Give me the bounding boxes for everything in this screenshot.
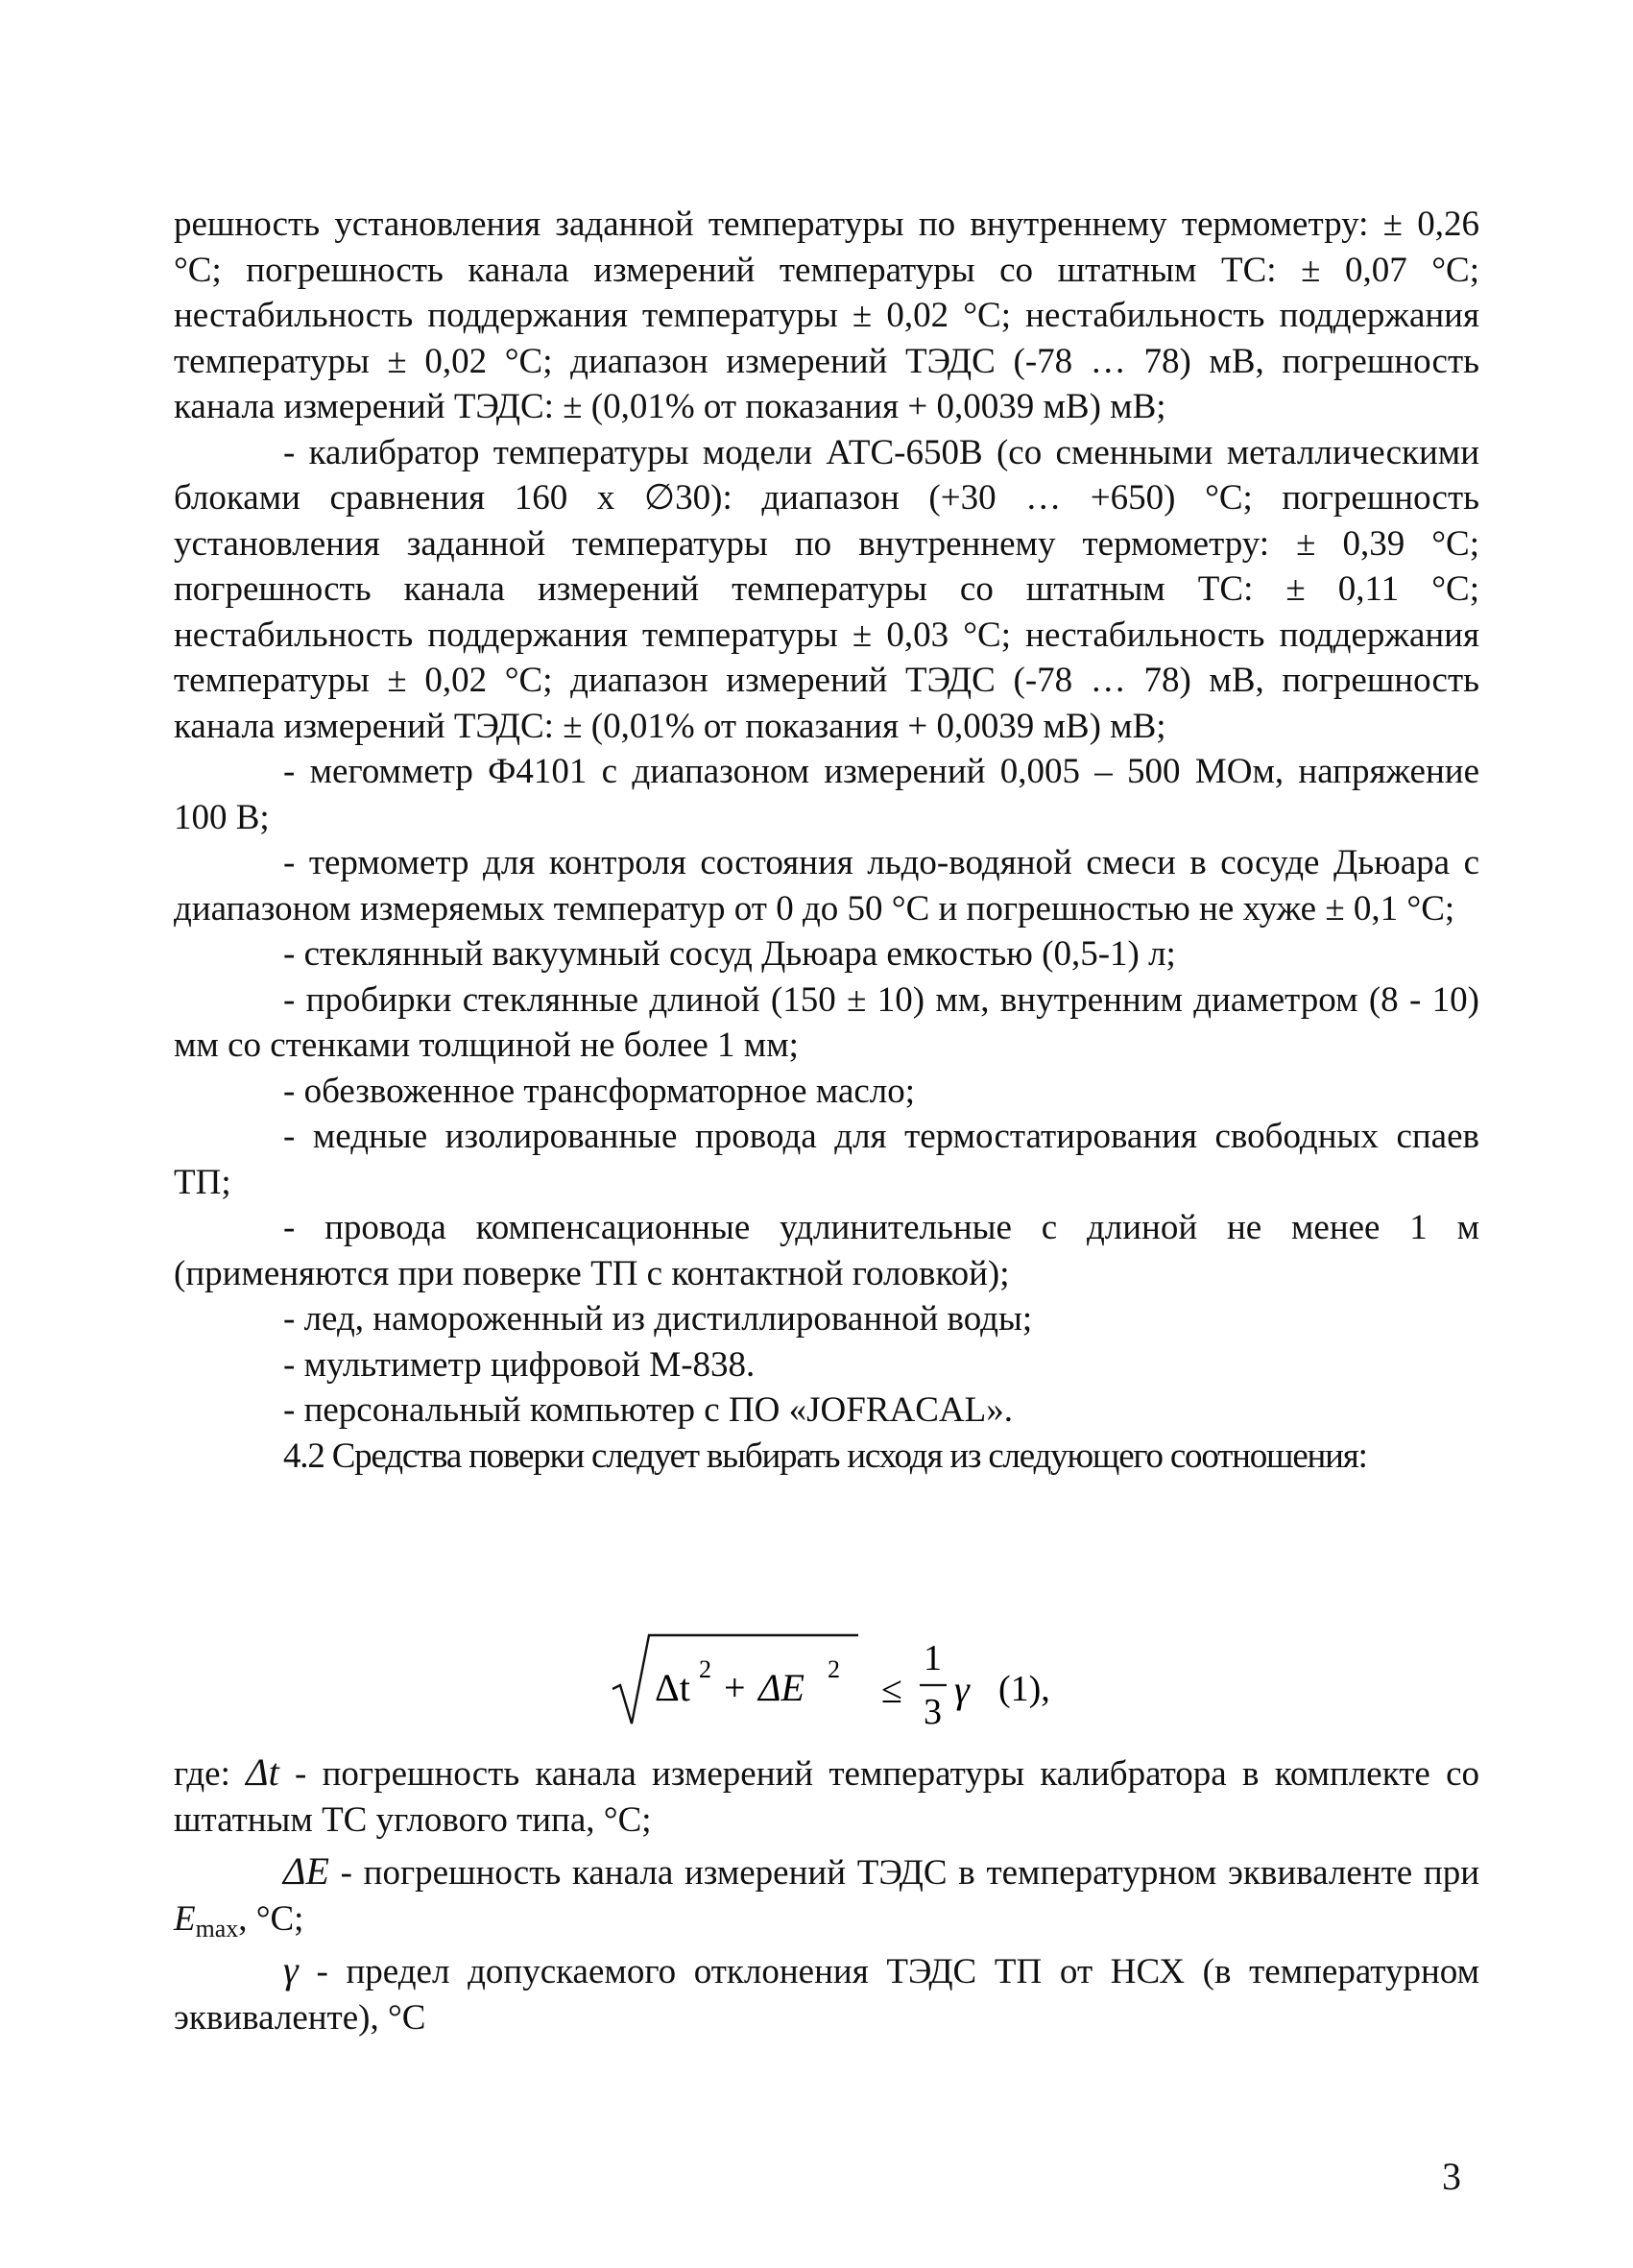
paragraph-ice: - лед, намороженный из дистиллированной воды;: [283, 1299, 1033, 1339]
definition-gamma: [174, 1947, 1479, 2040]
emax-subscript: max: [195, 1915, 239, 1943]
formula-label: (1),: [998, 1669, 1050, 1709]
delta-e-term: ΔE: [758, 1666, 804, 1709]
delta-t-description: - погрешность канала измерений температуры калибратора в комплекте со штатным ТС углового типа, °С;: [174, 1754, 1480, 1840]
definition-delta-e: [174, 1848, 1479, 1942]
paragraph-calibrator-atc650b: - калибратор температуры модели АТС-650В (со сменными металлическими блоками сравнения 160 х ∅30): диапазон (+30 … +650) °С; погрешность установления заданной температуры по внутреннему термометру: ± 0,39 °С; погрешность канала измерений температуры со штатным ТС: ± 0,11 °С; нестабильность поддержания температуры ± 0,03 °С; нестабильность поддержания температуры ± 0,02 °С; диапазон измерений ТЭДС (-78 … 78) мВ, погрешность канала измерений ТЭДС: ± (0,01% от показания + 0,0039 мВ) мВ;: [174, 432, 1479, 746]
where-definitions: [174, 1749, 1479, 2040]
gamma-def-symbol: γ: [283, 1948, 299, 1991]
plus-sign: +: [724, 1666, 746, 1709]
emax-symbol: E: [174, 1898, 196, 1939]
paragraph-thermometer: - термометр для контроля состояния льдо-водяной смеси в сосуде Дьюара с диапазоном измеряемых температур от 0 до 50 °С и погрешностью не хуже ± 0,1 °С;: [174, 843, 1479, 929]
where-prefix: где:: [174, 1754, 230, 1794]
delta-t-term: Δt: [655, 1666, 690, 1709]
delta-e-symbol: ΔE: [283, 1849, 329, 1893]
paragraph-transformer-oil: - обезвоженное трансформаторное масло;: [283, 1071, 916, 1111]
page-number: 3: [1442, 2155, 1461, 2198]
formula-graphic: [607, 1629, 1106, 1735]
gamma-description: - предел допускаемого отклонения ТЭДС ТП от НСХ (в температурном эквиваленте), °С: [174, 1952, 1480, 2038]
fraction-denominator: 3: [924, 1692, 942, 1732]
fraction-numerator: 1: [924, 1638, 942, 1678]
paragraph-computer: - персональный компьютер с ПО «JOFRACAL».: [283, 1390, 1013, 1430]
paragraph-multimeter: - мультиметр цифровой М-838.: [283, 1344, 756, 1385]
delta-e-unit: , °С;: [238, 1898, 304, 1939]
paragraph-megohmmeter: - мегомметр Ф4101 с диапазоном измерений 0,005 – 500 МОм, напряжение 100 В;: [174, 752, 1479, 837]
formula-1: [0, 1629, 1633, 1735]
delta-e-exponent: 2: [828, 1655, 840, 1683]
paragraph-copper-wires: - медные изолированные провода для термостатирования свободных спаев ТП;: [174, 1117, 1479, 1202]
leq-sign: ≤: [881, 1668, 902, 1711]
definition-delta-t: [174, 1749, 1479, 1843]
body-text: [174, 202, 1479, 1479]
paragraph-compensation-wires: - провода компенсационные удлинительные с длиной не менее 1 м (применяются при поверке ТП с контактной головкой);: [174, 1208, 1479, 1293]
delta-t-exponent: 2: [699, 1655, 711, 1683]
paragraph-test-tubes: - пробирки стеклянные длиной (150 ± 10) мм, внутренним диаметром (8 - 10) мм со стенками толщиной не более 1 мм;: [174, 979, 1479, 1065]
paragraph-dewar-vessel: - стеклянный вакуумный сосуд Дьюара емкостью (0,5-1) л;: [283, 934, 1176, 974]
delta-t-symbol: Δt: [246, 1750, 279, 1794]
paragraph-section-4-2: 4.2 Средства поверки следует выбирать исходя из следующего соотношения:: [283, 1436, 1367, 1476]
delta-e-description: - погрешность канала измерений ТЭДС в температурном эквиваленте при: [340, 1853, 1480, 1893]
gamma-symbol: γ: [954, 1668, 970, 1711]
paragraph-continuation: решность установления заданной температуры по внутреннему термометру: ± 0,26 °С; погрешность канала измерений температуры со штатным ТС: ± 0,07 °С; нестабильность поддержания температуры ± 0,02 °С; нестабильность поддержания температуры ± 0,02 °С; диапазон измерений ТЭДС (-78 … 78) мВ, погрешность канала измерений ТЭДС: ± (0,01% от показания + 0,0039 мВ) мВ;: [174, 205, 1479, 426]
